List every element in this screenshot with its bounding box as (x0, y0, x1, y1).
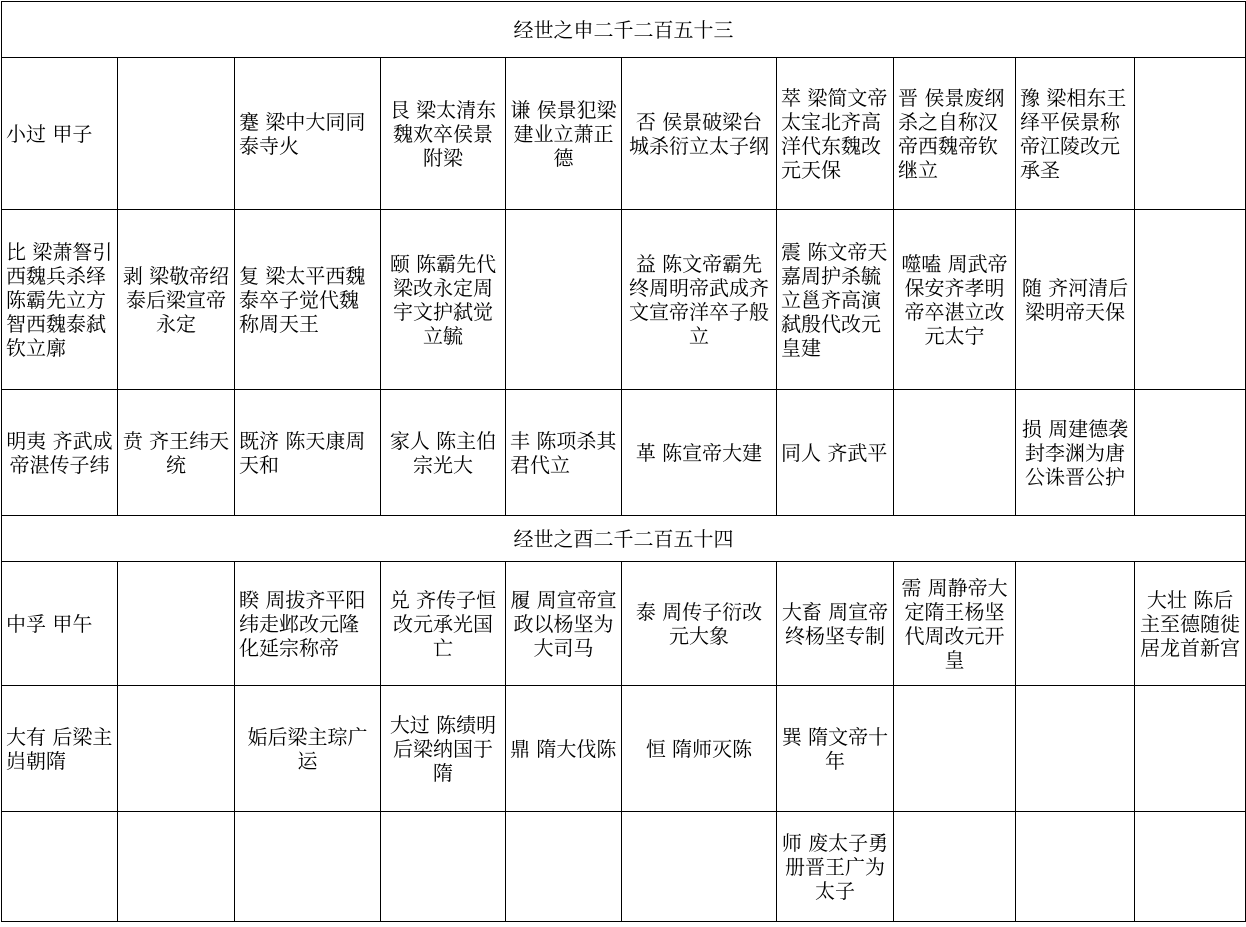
cell-text: 姤后梁主琮广运 (247, 724, 368, 773)
table-cell (894, 210, 1016, 390)
cell-text: 中孚 甲午 (6, 611, 93, 636)
table-row (2, 58, 1246, 210)
chronology-table (1, 1, 1246, 922)
cell-text: 复 梁太平西魏泰卒子觉代魏称周天王 (239, 263, 366, 336)
table-cell (506, 58, 622, 210)
table-cell (894, 562, 1016, 686)
table-cell (2, 390, 118, 516)
cell-text: 巽 隋文帝十年 (781, 724, 889, 773)
cell-text: 益 陈文帝霸先终周明帝武成齐文宣帝洋卒子般立 (629, 251, 769, 348)
table-cell (235, 390, 381, 516)
cell-text: 颐 陈霸先代梁改永定周宇文护弑觉立毓 (389, 251, 497, 348)
table-cell (1016, 562, 1135, 686)
table-cell (506, 210, 622, 390)
cell-text: 萃 梁简文帝太宝北齐高洋代东魏改元天保 (781, 85, 888, 182)
table-cell (622, 390, 777, 516)
table-cell (506, 562, 622, 686)
cell-text: 谦 侯景犯梁建业立萧正德 (510, 97, 617, 170)
cell-text: 损 周建德袭封李渊为唐公诛晋公护 (1021, 416, 1129, 489)
cell-text: 剥 梁敬帝绍泰后梁宣帝永定 (122, 263, 230, 336)
cell-text: 震 陈文帝天嘉周护杀毓立邕齐高演弑殷代改元皇建 (781, 239, 888, 360)
cell-text: 随 齐河清后梁明帝天保 (1021, 275, 1129, 324)
table-cell (235, 812, 381, 922)
table-cell (1135, 390, 1246, 516)
cell-text: 同人 齐武平 (781, 440, 888, 465)
cell-text: 豫 梁相东王绎平侯景称帝江陵改元承圣 (1020, 85, 1127, 182)
table-cell (381, 686, 506, 812)
table-cell (622, 562, 777, 686)
cell-text: 否 侯景破梁台城杀衍立太子纲 (629, 109, 769, 158)
cell-text: 大有 后梁主岿朝隋 (6, 724, 113, 773)
table-cell (118, 210, 235, 390)
cell-text: 小过 甲子 (6, 121, 93, 146)
table-cell (1135, 210, 1246, 390)
table-cell (1016, 210, 1135, 390)
table-cell (118, 812, 235, 922)
cell-text: 履 周宣帝宣政以杨坚为大司马 (510, 587, 617, 660)
cell-text: 既济 陈天康周天和 (239, 428, 366, 477)
table-cell (118, 686, 235, 812)
section-title: 经世之酉二千二百五十四 (2, 516, 1246, 562)
section-title: 经世之申二千二百五十三 (2, 2, 1246, 58)
table-cell (894, 390, 1016, 516)
cell-text: 兑 齐传子恒改元承光国亡 (389, 587, 497, 660)
cell-text: 贲 齐王纬天统 (122, 428, 230, 477)
table-cell (235, 58, 381, 210)
table-cell (235, 562, 381, 686)
cell-text: 泰 周传子衍改元大象 (635, 599, 763, 648)
table-cell (622, 812, 777, 922)
cell-text: 大畜 周宣帝终杨坚专制 (781, 599, 889, 648)
table-cell (506, 390, 622, 516)
table-cell (381, 390, 506, 516)
table-cell (1135, 562, 1246, 686)
table-cell (622, 58, 777, 210)
cell-text: 革 陈宣帝大建 (635, 440, 763, 465)
table-cell (622, 686, 777, 812)
table-cell (2, 562, 118, 686)
cell-text: 大过 陈绩明后梁纳国于隋 (389, 712, 497, 785)
cell-text: 晋 侯景废纲杀之自称汉帝西魏帝钦继立 (898, 85, 1005, 182)
table-cell (381, 210, 506, 390)
table-cell (894, 812, 1016, 922)
table-cell (1016, 390, 1135, 516)
table-cell (1016, 812, 1135, 922)
cell-text: 睽 周拔齐平阳纬走邺改元隆化延宗称帝 (239, 587, 366, 660)
cell-text: 家人 陈主伯宗光大 (389, 428, 497, 477)
cell-text: 明夷 齐武成帝湛传子纬 (6, 428, 113, 477)
table-cell (894, 58, 1016, 210)
table-row (2, 390, 1246, 516)
table-cell (118, 562, 235, 686)
table-cell (2, 686, 118, 812)
table-cell (381, 562, 506, 686)
table-cell (506, 686, 622, 812)
table-cell (2, 58, 118, 210)
table-row (2, 686, 1246, 812)
table-cell (777, 58, 894, 210)
table-cell (1135, 812, 1246, 922)
cell-text: 丰 陈项杀其君代立 (510, 428, 617, 477)
cell-text: 师 废太子勇册晋王广为太子 (781, 830, 889, 903)
table-cell (777, 390, 894, 516)
table-cell (894, 686, 1016, 812)
table-cell (381, 812, 506, 922)
table-row (2, 562, 1246, 686)
cell-text: 噬嗑 周武帝保安齐孝明帝卒湛立改元太宁 (901, 251, 1008, 348)
cell-text: 恒 隋师灭陈 (645, 736, 753, 761)
cell-text: 比 梁萧詧引西魏兵杀绎陈霸先立方智西魏泰弑钦立廓 (6, 239, 113, 360)
table-cell (777, 210, 894, 390)
table-row (2, 210, 1246, 390)
table-cell (506, 812, 622, 922)
table-cell (2, 812, 118, 922)
table-cell (1135, 58, 1246, 210)
cell-text: 蹇 梁中大同同泰寺火 (239, 109, 366, 158)
table-cell (118, 58, 235, 210)
cell-text: 需 周静帝大定隋王杨坚代周改元开皇 (901, 575, 1008, 672)
table-cell (235, 210, 381, 390)
table-cell (1016, 58, 1135, 210)
cell-text: 鼎 隋大伐陈 (510, 736, 617, 761)
table-cell (1016, 686, 1135, 812)
table-cell (622, 210, 777, 390)
table-row (2, 812, 1246, 922)
table-cell (118, 390, 235, 516)
table-cell (777, 686, 894, 812)
cell-text: 艮 梁太清东魏欢卒侯景附梁 (389, 97, 497, 170)
table-cell (1135, 686, 1246, 812)
table-cell (235, 686, 381, 812)
table-cell (2, 210, 118, 390)
table-cell (777, 812, 894, 922)
table-cell (777, 562, 894, 686)
cell-text: 大壮 陈后主至德随徙居龙首新宫 (1140, 587, 1241, 660)
table-cell (381, 58, 506, 210)
